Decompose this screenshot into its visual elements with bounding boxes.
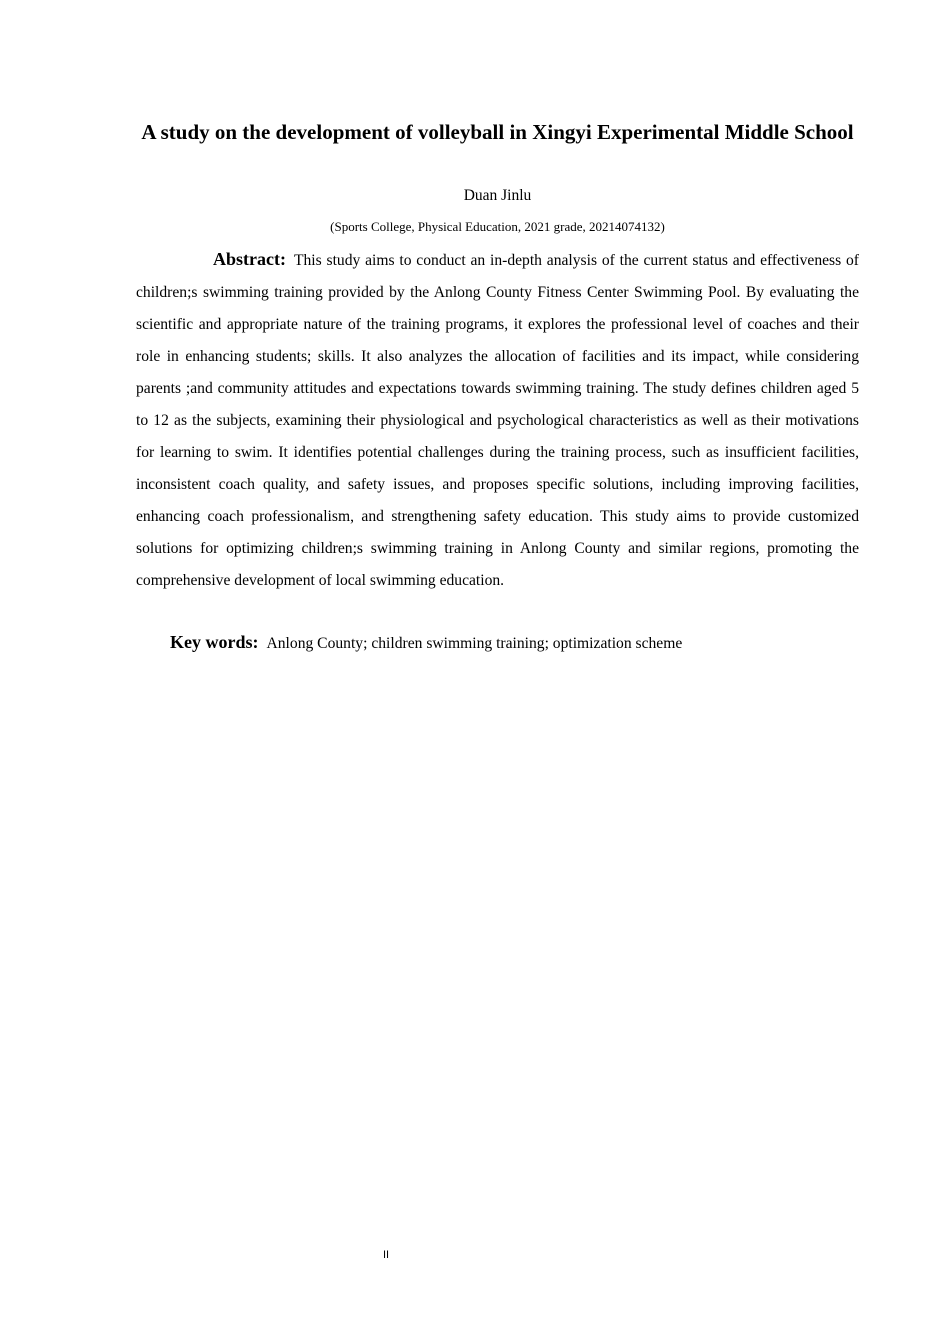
paper-title: A study on the development of volleyball in Xingyi Experimental Middle School <box>141 120 854 144</box>
keywords-label: Key words: <box>170 632 259 652</box>
author-name: Duan Jinlu <box>463 187 532 204</box>
keywords-line <box>170 626 859 660</box>
author-affiliation: (Sports College, Physical Education, 2021 grade, 20214074132) <box>330 219 665 234</box>
keywords-text: Anlong County; children swimming training; optimization scheme <box>266 635 683 652</box>
abstract-label: Abstract: <box>213 249 286 269</box>
page-number: II <box>382 1249 390 1261</box>
abstract-paragraph <box>136 243 859 597</box>
abstract-text: This study aims to conduct an in-depth analysis of the current status and effectiveness of children;s swimming training provided by the Anlong County Fitness Center Swimming Pool. By evaluating the scientific and appropriate nature of the training programs, it explores the professional level of coaches and their role in enhancing students; skills. It also analyzes the allocation of facilities and its impact, while considering parents ;and community attitudes and expectations towards swimming training. The study defines children aged 5 to 12 as the subjects, examining their physiological and psychological characteristics as well as their motivations for learning to swim. It identifies potential challenges during the training process, such as insufficient facilities, inconsistent coach quality, and safety issues, and proposes specific solutions, including improving facilities, enhancing coach professionalism, and strengthening safety education. This study aims to provide customized solutions for optimizing children;s swimming training in Anlong County and similar regions, promoting the comprehensive development of local swimming education. <box>136 252 859 589</box>
